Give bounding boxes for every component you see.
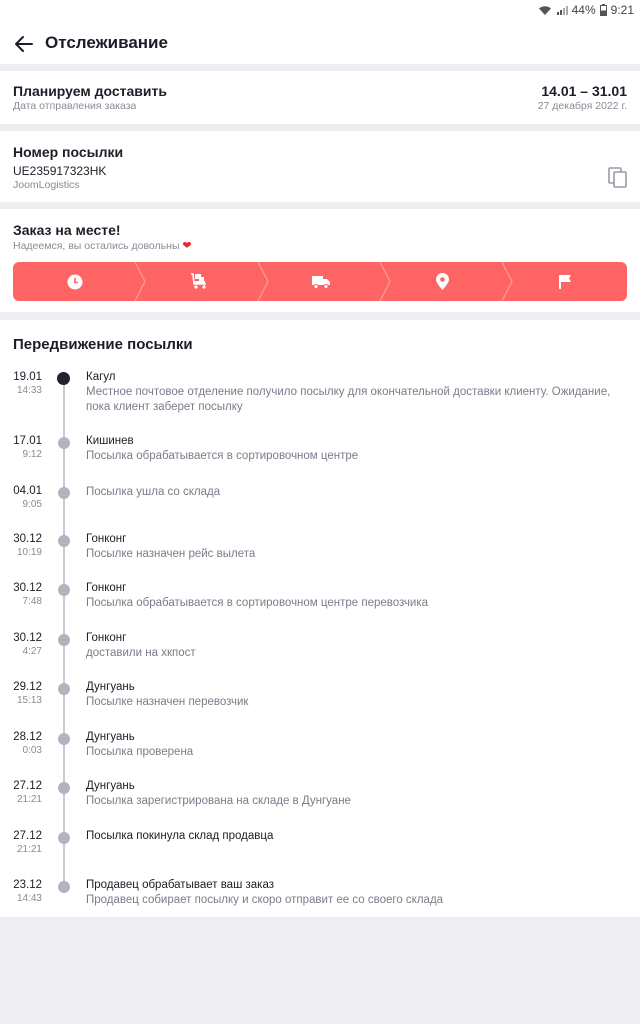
app-bar [0,22,640,64]
delivery-card [0,71,640,124]
event-date: 23.12 [13,879,42,891]
event-time: 21:21 [16,794,42,805]
event-place: Дунгуань [86,681,135,693]
status-title: Заказ на месте! [13,222,121,238]
battery-percent: 44% [571,3,596,17]
step-delivered [503,262,626,301]
clock-icon [67,274,83,290]
parcel-label: Номер посылки [13,144,124,160]
cart-icon [190,273,208,290]
event-time: 14:33 [16,385,42,396]
copy-icon[interactable] [608,167,628,189]
event-time: 15:13 [16,695,42,706]
event-time: 14:43 [16,893,42,904]
page-title: Отслеживание [45,33,168,52]
event-desc: Посылка зарегистрирована на складе в Дунгуане [86,795,351,807]
timeline-dot [58,733,70,745]
timeline-dot-current [57,372,70,385]
movement-title: Передвижение посылки [13,336,193,353]
movement-card [0,320,640,917]
event-place: Кишинев [86,435,134,447]
event-date: 30.12 [13,582,42,594]
timeline-dot [58,881,70,893]
event-time: 0:03 [22,745,42,756]
event-desc: Посылка проверена [86,746,194,758]
timeline-dot [58,683,70,695]
timeline-dot [58,782,70,794]
event-place: Кагул [86,371,116,383]
event-place: Продавец обрабатывает ваш заказ [86,879,274,891]
step-arrived [381,262,504,301]
event-time: 7:48 [22,596,42,607]
event-desc: Местное почтовое отделение получило посылку для окончательной доставки клиенту. Ожидание, пока клиент заберет посылку [86,386,611,413]
delivery-label: Планируем доставить [13,83,167,99]
step-ordered [13,262,136,301]
timeline-dot [58,832,70,844]
event-place: Гонконг [86,533,127,545]
carrier-name: JoomLogistics [13,179,80,191]
event-desc: Посылке назначен перевозчик [86,696,249,708]
delivery-sub: Дата отправления заказа [13,100,137,112]
event-date: 04.01 [13,485,42,497]
heart-icon: ❤ [182,240,192,252]
truck-icon [312,275,330,289]
status-bar [0,0,640,22]
event-place: Гонконг [86,632,127,644]
event-date: 17.01 [13,435,42,447]
timeline-dot [58,437,70,449]
event-date: 29.12 [13,681,42,693]
status-sub-text: Надеемся, вы остались довольны [13,240,180,252]
flag-icon [558,274,572,289]
timeline-dot [58,584,70,596]
event-desc: Посылка ушла со склада [86,486,221,498]
event-time: 4:27 [22,646,42,657]
event-date: 19.01 [13,371,42,383]
signal-icon [556,5,568,16]
event-time: 9:05 [22,499,42,510]
back-arrow-icon[interactable] [12,32,36,56]
status-card [0,209,640,312]
ship-date: 27 декабря 2022 г. [537,100,627,112]
parcel-card [0,131,640,202]
event-time: 21:21 [16,844,42,855]
tracking-progress [13,262,627,301]
wifi-icon [538,5,552,16]
clock-time: 9:21 [610,3,634,17]
event-time: 10:19 [16,547,42,558]
event-desc: Посылке назначен рейс вылета [86,548,256,560]
event-date: 28.12 [13,731,42,743]
event-desc: Посылка обрабатывается в сортировочном центре перевозчика [86,597,429,609]
status-sub [13,239,192,252]
timeline-dot [58,634,70,646]
timeline-dot [58,487,70,499]
event-desc: Продавец собирает посылку и скоро отправит ее со своего склада [86,894,444,906]
event-time: 9:12 [22,449,42,460]
event-place: Дунгуань [86,780,135,792]
timeline-dot [58,535,70,547]
event-desc: Посылка обрабатывается в сортировочном центре [86,450,359,462]
location-pin-icon [436,273,449,290]
parcel-number: UE235917323HK [13,164,107,178]
event-place: Дунгуань [86,731,135,743]
battery-icon [600,4,607,16]
event-place: Гонконг [86,582,127,594]
delivery-range: 14.01 – 31.01 [541,83,627,99]
event-date: 30.12 [13,632,42,644]
event-date: 27.12 [13,830,42,842]
event-desc: доставили на хкпост [86,647,196,659]
event-place: Посылка покинула склад продавца [86,830,274,842]
step-shipped [259,262,382,301]
event-date: 30.12 [13,533,42,545]
event-date: 27.12 [13,780,42,792]
step-packed [137,262,260,301]
timeline-line [63,378,65,886]
